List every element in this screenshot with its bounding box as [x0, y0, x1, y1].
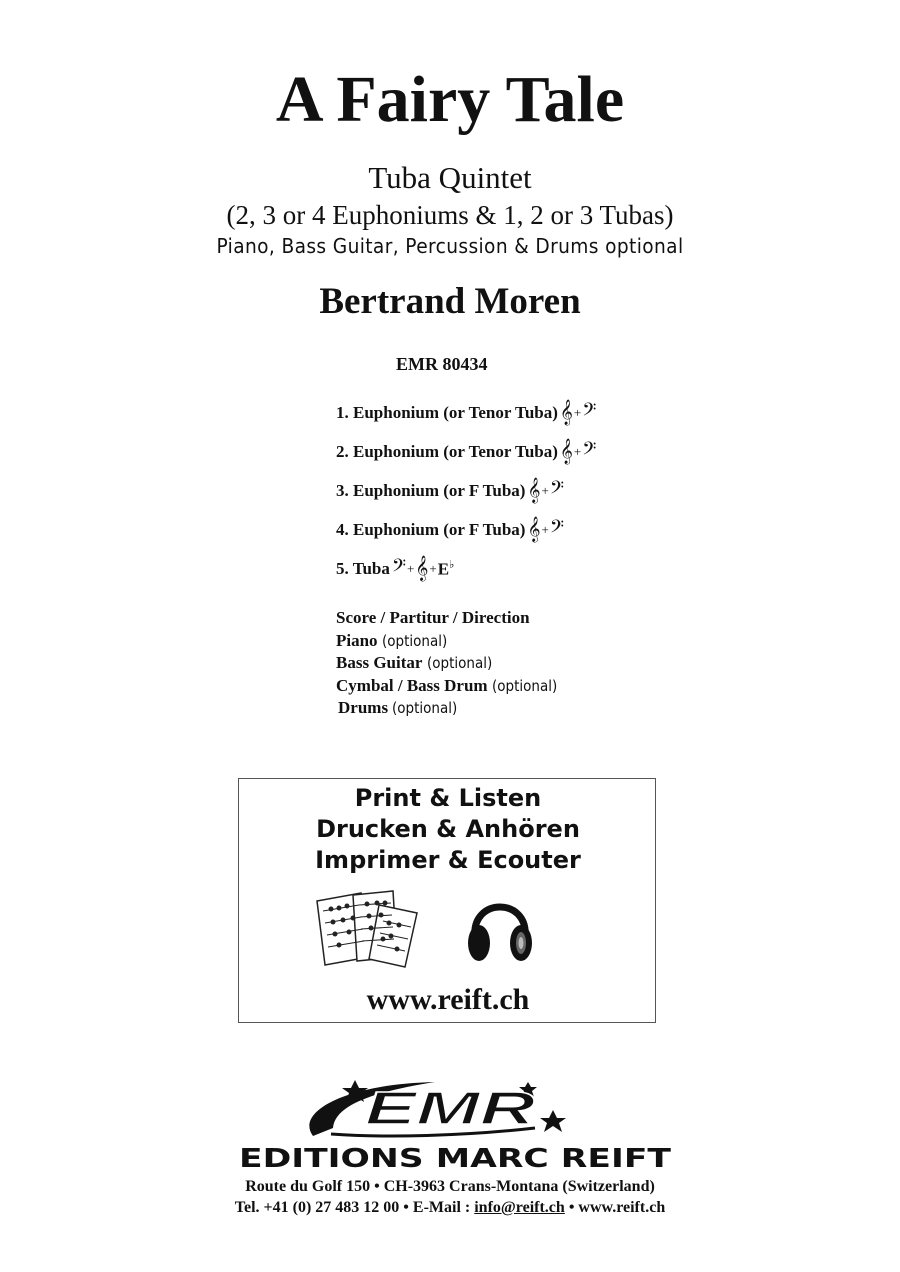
- extra-name: Drums: [338, 698, 389, 717]
- part-label: 3. Euphonium (or F Tuba): [336, 481, 526, 500]
- part-item: [336, 478, 564, 504]
- publisher-email-link[interactable]: info@reift.ch: [474, 1199, 565, 1216]
- promo-website[interactable]: www.reift.ch: [366, 983, 530, 1016]
- treble-bass-clef-icon: 𝄞 + 𝄢: [527, 517, 564, 542]
- svg-text:EMR: EMR: [365, 1082, 535, 1134]
- headphones-icon: [465, 887, 535, 969]
- emr-publisher-logo: [235, 1072, 675, 1172]
- publisher-address: Route du Golf 150 • CH-3963 Crans-Montana (Switzerland): [245, 1178, 655, 1195]
- print-listen-box: [238, 778, 656, 1023]
- part-label: 4. Euphonium (or F Tuba): [336, 520, 526, 539]
- bass-treble-eflat-clef-icon: 𝄢 + 𝄞 + E♭: [391, 556, 455, 581]
- publisher-phone: Tel. +41 (0) 27 483 12 00 • E-Mail :: [234, 1199, 475, 1216]
- extra-name: Cymbal / Bass Drum: [336, 676, 488, 695]
- part-label: 1. Euphonium (or Tenor Tuba): [336, 403, 558, 422]
- extra-item: [336, 630, 454, 652]
- extra-note: (optional): [426, 654, 492, 672]
- extra-item: [336, 652, 499, 674]
- promo-line-de: Drucken & Anhören: [316, 815, 580, 843]
- piece-title: A Fairy Tale: [275, 63, 625, 136]
- extra-name: Bass Guitar: [336, 653, 423, 672]
- promo-line-fr: Imprimer & Ecouter: [315, 846, 581, 874]
- extra-note: (optional): [381, 632, 448, 650]
- treble-bass-clef-icon: 𝄞 + 𝄢: [559, 400, 597, 425]
- extra-item: [336, 607, 530, 629]
- part-item: [336, 400, 596, 426]
- piece-subtitle: Tuba Quintet: [368, 160, 532, 195]
- treble-bass-clef-icon: 𝄞 + 𝄢: [527, 478, 564, 503]
- publisher-contact: [0, 1199, 900, 1217]
- publisher-website[interactable]: • www.reift.ch: [564, 1199, 666, 1216]
- treble-bass-clef-icon: 𝄞 + 𝄢: [559, 439, 597, 464]
- part-item: [336, 517, 564, 543]
- extra-note: (optional): [392, 699, 458, 717]
- extra-item: [338, 697, 465, 719]
- part-label: 2. Euphonium (or Tenor Tuba): [336, 442, 558, 461]
- extra-item: [336, 675, 564, 697]
- extra-name: Piano: [336, 631, 378, 650]
- extra-note: (optional): [491, 677, 558, 695]
- catalog-number: EMR 80434: [396, 354, 488, 374]
- optional-instruments: Piano, Bass Guitar, Percussion & Drums optional: [216, 234, 684, 258]
- part-item: [336, 556, 454, 582]
- svg-text:EDITIONS MARC REIFT: EDITIONS MARC REIFT: [239, 1144, 672, 1172]
- part-item: [336, 439, 596, 465]
- composer-name: Bertrand Moren: [319, 281, 581, 322]
- extra-name: Score / Partitur / Direction: [336, 608, 530, 627]
- part-label: 5. Tuba: [336, 559, 390, 578]
- sheet-music-icon: [313, 887, 423, 969]
- instrumentation: (2, 3 or 4 Euphoniums & 1, 2 or 3 Tubas): [226, 200, 674, 230]
- promo-line-en: Print & Listen: [354, 784, 542, 812]
